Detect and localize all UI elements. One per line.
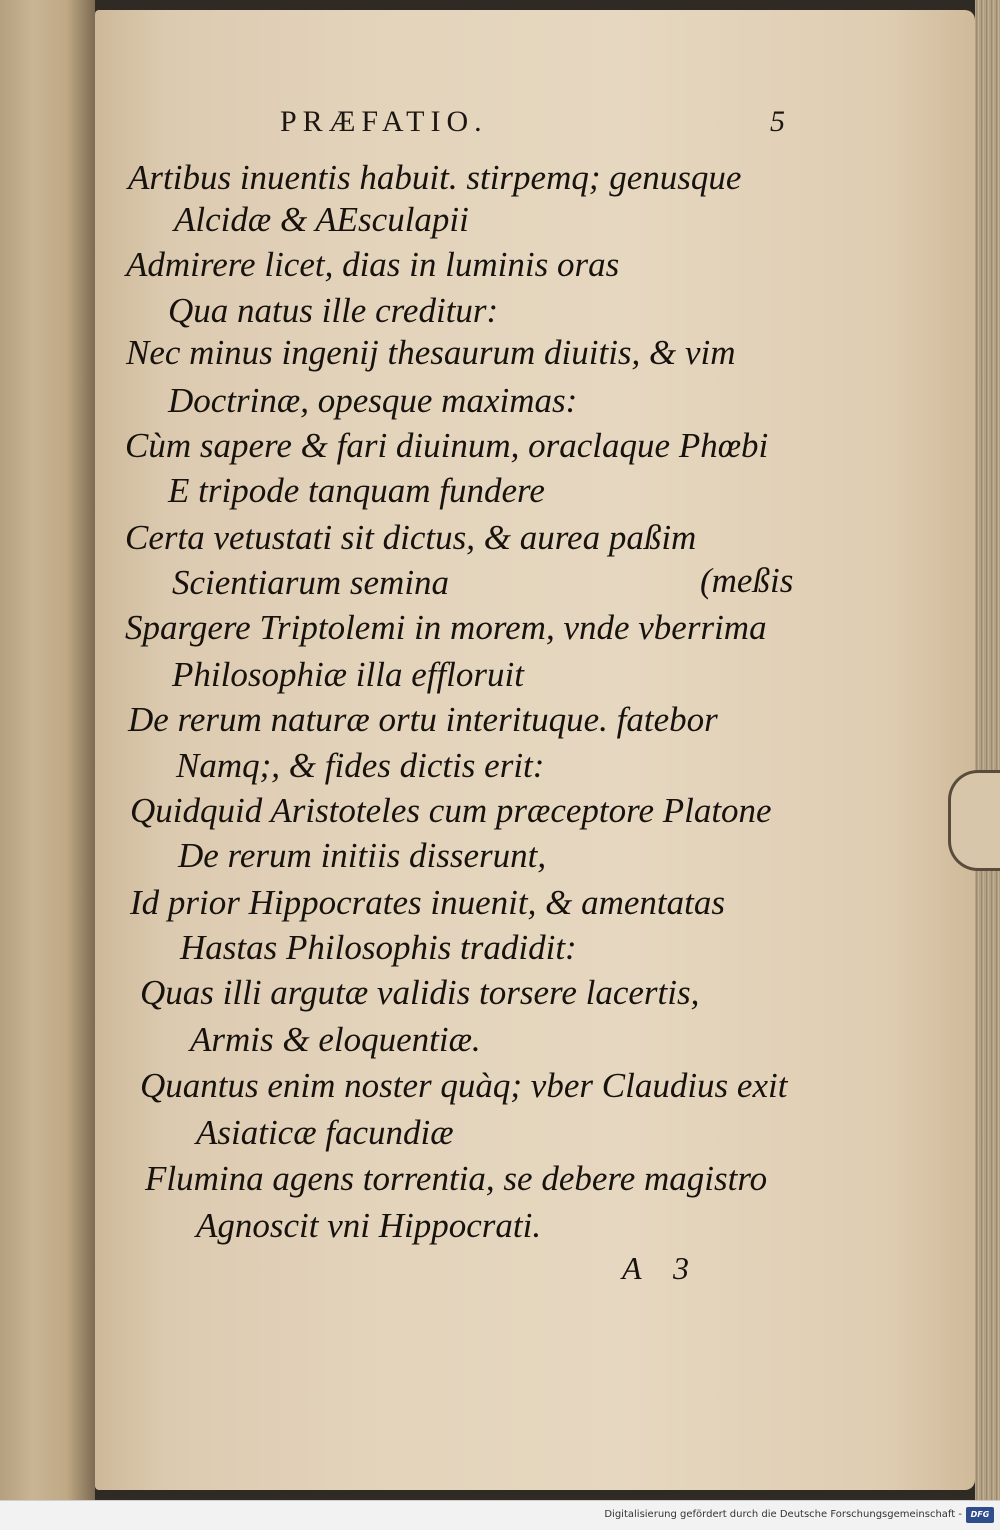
text-line: Qua natus ille creditur:: [168, 291, 499, 330]
text-line: (meßis: [700, 561, 794, 600]
signature-mark: A 3: [622, 1250, 689, 1286]
text-line: Namq;, & fides dictis erit:: [176, 746, 545, 785]
running-header: PRÆFATIO.: [280, 105, 488, 138]
facing-page-edge: [0, 0, 95, 1500]
text-line: Quas illi argutæ validis torsere lacertis,: [140, 973, 700, 1012]
text-line: Asiaticæ facundiæ: [196, 1113, 454, 1152]
text-line: De rerum naturæ ortu interituque. fatebor: [128, 700, 718, 739]
text-line: Alcidæ & AEsculapii: [174, 200, 469, 239]
text-line: E tripode tanquam fundere: [168, 471, 545, 510]
text-line: Armis & eloquentiæ.: [190, 1020, 481, 1059]
folio-number: 5: [770, 105, 785, 138]
dfg-logo-icon: DFG: [966, 1507, 994, 1523]
text-line: Agnoscit vni Hippocrati.: [196, 1206, 542, 1245]
text-line: Cùm sapere & fari diuinum, oraclaque Phœbi: [125, 426, 769, 465]
text-line: Flumina agens torrentia, se debere magistro: [145, 1159, 768, 1198]
footer-credit-text: Digitalisierung gefördert durch die Deutsche Forschungsgemeinschaft -: [604, 1509, 962, 1520]
page-stack-edge: [975, 0, 1000, 1500]
text-line: Quantus enim noster quàq; vber Claudius exit: [140, 1066, 788, 1105]
text-line: Artibus inuentis habuit. stirpemq; genusque: [128, 158, 742, 197]
text-line: Nec minus ingenij thesaurum diuitis, & vim: [126, 333, 736, 372]
text-line: Admirere licet, dias in luminis oras: [126, 245, 620, 284]
text-line: Id prior Hippocrates inuenit, & amentatas: [130, 883, 725, 922]
book-clasp: [948, 770, 1000, 871]
digitization-footer: [0, 1500, 1000, 1530]
text-line: Philosophiæ illa effloruit: [172, 655, 524, 694]
text-line: Quidquid Aristoteles cum præceptore Platone: [130, 791, 772, 830]
text-line: Spargere Triptolemi in morem, vnde vberrima: [125, 608, 767, 647]
text-line: Scientiarum semina: [172, 563, 450, 602]
text-line: Doctrinæ, opesque maximas:: [168, 381, 578, 420]
text-line: Certa vetustati sit dictus, & aurea paßim: [125, 518, 697, 557]
text-line: Hastas Philosophis tradidit:: [180, 928, 577, 967]
text-line: De rerum initiis disserunt,: [178, 836, 547, 875]
